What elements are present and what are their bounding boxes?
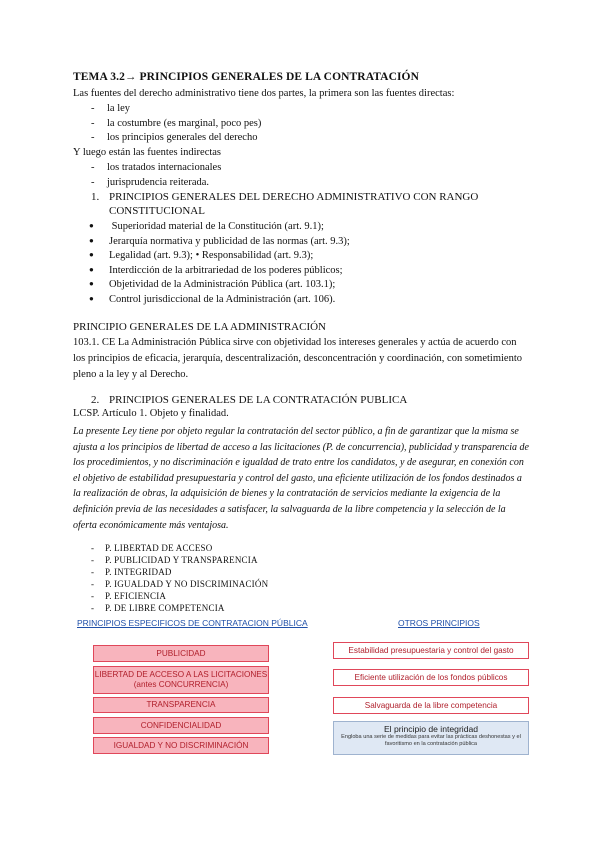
section-2-number: 2. — [91, 394, 100, 406]
box-salvaguarda: Salvaguarda de la libre competencia — [333, 697, 529, 714]
intro-text: Las fuentes del derecho administrativo tiene dos partes, la primera son las fuentes directas: — [73, 88, 455, 99]
principle-item: - P. LIBERTAD DE ACCESO — [91, 543, 213, 553]
integrity-title: El principio de integridad — [383, 724, 479, 734]
principle-item: - P. IGUALDAD Y NO DISCRIMINACIÓN — [91, 579, 269, 589]
box-confidencialidad: CONFIDENCIALIDAD — [93, 717, 269, 734]
bullet-item: ● Control jurisdiccional de la Administración (art. 106). — [89, 294, 336, 305]
bullet-item: ● Superioridad material de la Constitución (art. 9.1); — [89, 221, 324, 232]
list-item: - jurisprudencia reiterada. — [91, 177, 210, 188]
box-eficiente: Eficiente utilización de los fondos públicos — [333, 669, 529, 686]
principle-item: - P. PUBLICIDAD Y TRANSPARENCIA — [91, 555, 258, 565]
list-item: - la costumbre (es marginal, poco pes) — [91, 118, 262, 129]
bullet-item: ● Legalidad (art. 9.3); • Responsabilidad (art. 9.3); — [89, 250, 314, 261]
box-transparencia: TRANSPARENCIA — [93, 697, 269, 713]
article-quote: La presente Ley tiene por objeto regular la contratación del sector público, a fin de garantizar que la misma se ajusta a los principios de libertad de acceso a las licitaciones (P. de concurrencia), publicidad y transparencia de los procedimientos, y no discriminación e igualdad de trato entre los candidatos, y de asegurar, en conexión con el objetivo de estabilidad presupuestaria y control del gasto, una eficiente utilización de los fondos destinados a la realización de obras, la adquisición de bienes y la contratación de servicios mediante la exigencia de la definición previa de las necesidades a satisfacer, la salvaguarda de la libre competencia y la selección de la oferta económicamente más ventajosa. — [73, 426, 529, 531]
list-item: - la ley — [91, 103, 131, 114]
admin-heading: PRINCIPIO GENERALES DE LA ADMINISTRACIÓN — [73, 321, 327, 333]
bullet-item: ● Interdicción de la arbitrariedad de los poderes públicos; — [89, 265, 343, 276]
box-publicidad: PUBLICIDAD — [93, 645, 269, 662]
section-1-heading-cont: CONSTITUCIONAL — [109, 205, 205, 217]
list-item: - los tratados internacionales — [91, 162, 222, 173]
box-estabilidad: Estabilidad presupuestaria y control del gasto — [333, 642, 529, 659]
specific-principles-title: PRINCIPIOS ESPECIFICOS DE CONTRATACION PÚBLICA — [77, 618, 308, 628]
admin-paragraph: 103.1. CE La Administración Pública sirve con objetividad los intereses generales y actúa de acuerdo con los principios de eficacia, jerarquía, descentralización, desconcentración y coordinación, con sometimiento pleno a la ley y al Derecho. — [73, 337, 522, 380]
box-integridad — [333, 721, 529, 755]
list-item: - los principios generales del derecho — [91, 132, 258, 143]
bullet-item: ● Jerarquía normativa y publicidad de las normas (art. 9.3); — [89, 236, 350, 247]
page-title: TEMA 3.2→ PRINCIPIOS GENERALES DE LA CONTRATACIÓN — [73, 71, 420, 83]
indirect-intro: Y luego están las fuentes indirectas — [73, 147, 222, 158]
principle-item: - P. EFICIENCIA — [91, 591, 167, 601]
box-libertad-acceso: LIBERTAD DE ACCESO A LAS LICITACIONES (antes CONCURRENCIA) — [93, 666, 269, 694]
section-1-heading: PRINCIPIOS GENERALES DEL DERECHO ADMINISTRATIVO CON RANGO — [109, 191, 479, 203]
section-2-heading: PRINCIPIOS GENERALES DE LA CONTRATACIÓN PUBLICA — [109, 394, 408, 406]
other-principles-title: OTROS PRINCIPIOS — [398, 618, 480, 628]
integrity-description: Engloba una serie de medidas para evitar las prácticas deshonestas y el favoritismo en la contratación pública — [341, 734, 521, 747]
principle-item: - P. DE LIBRE COMPETENCIA — [91, 603, 225, 613]
bullet-item: ● Objetividad de la Administración Pública (art. 103.1); — [89, 279, 336, 290]
section-1-number: 1. — [91, 191, 100, 203]
lcsp-article: LCSP. Artículo 1. Objeto y finalidad. — [73, 408, 229, 419]
box-igualdad: IGUALDAD Y NO DISCRIMINACIÓN — [93, 737, 269, 754]
principle-item: - P. INTEGRIDAD — [91, 567, 172, 577]
